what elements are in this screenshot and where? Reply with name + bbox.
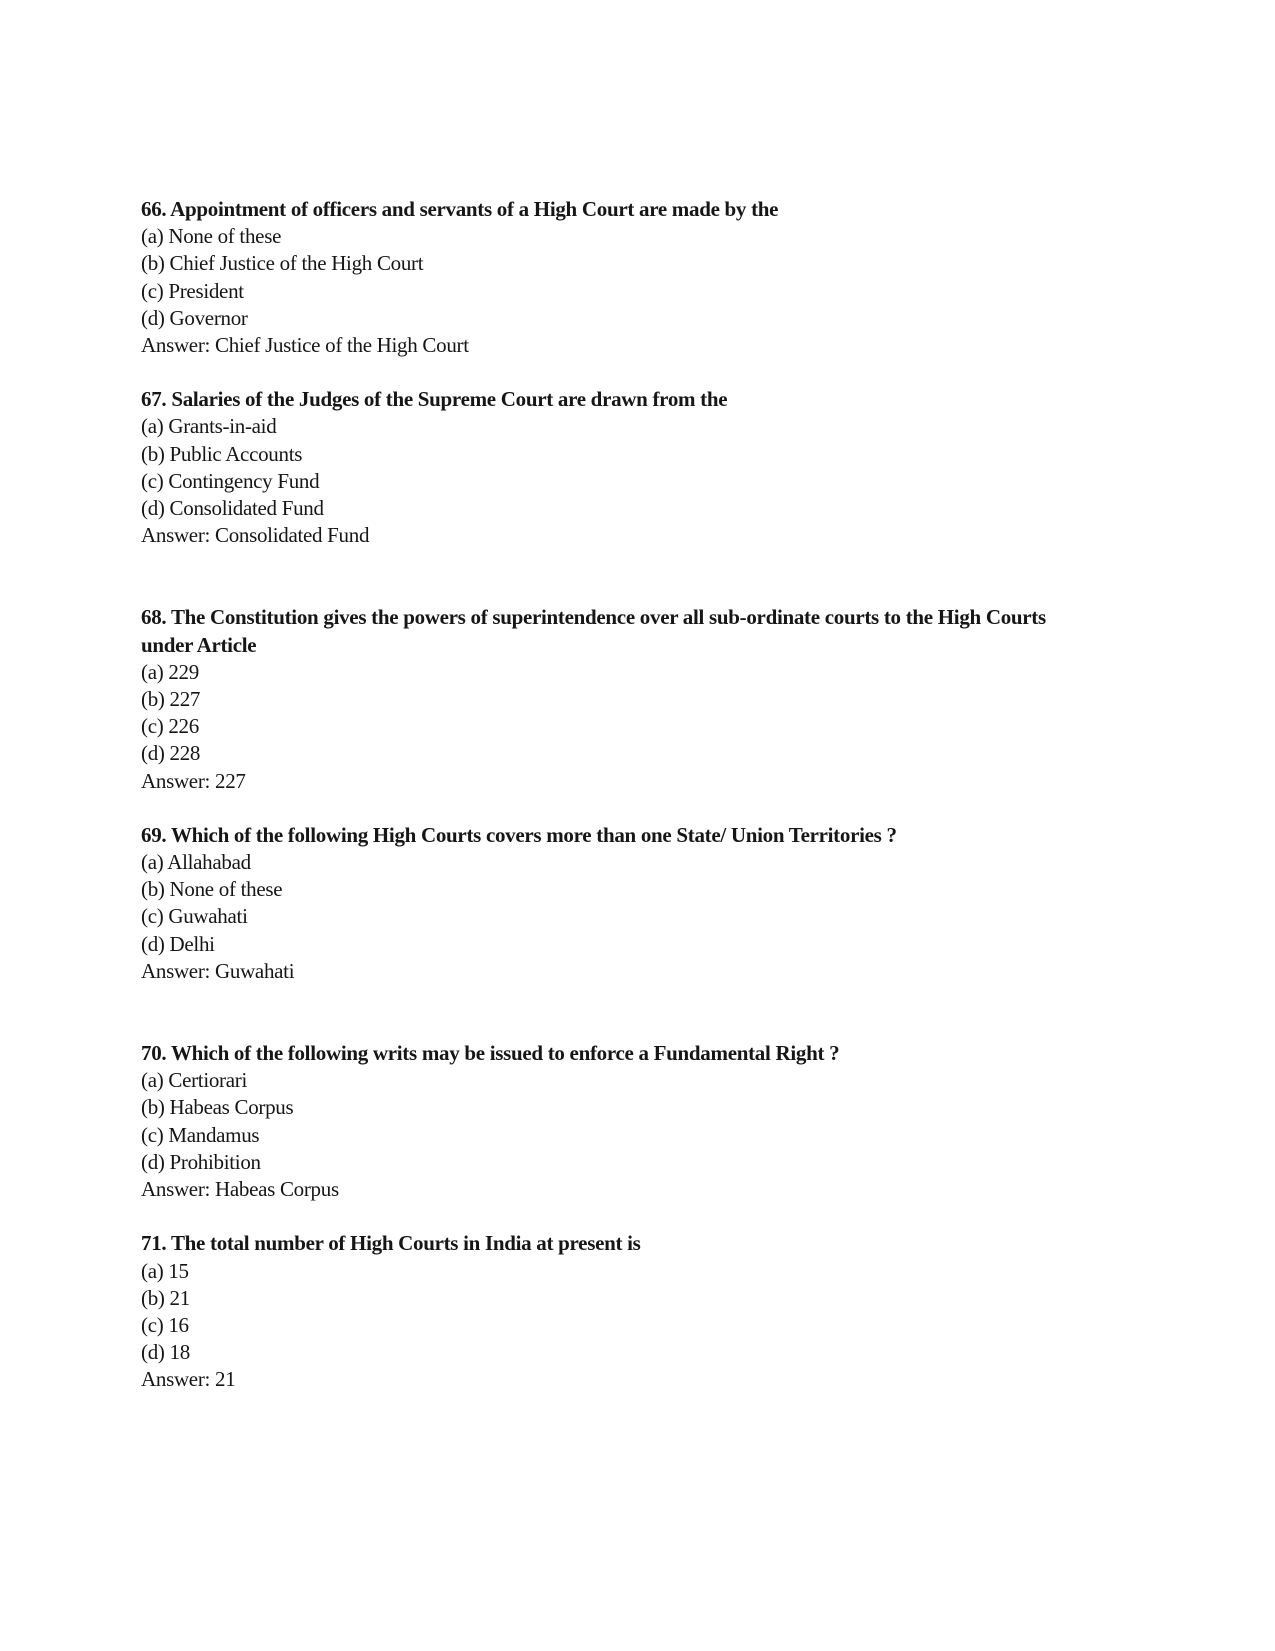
option-c: (c) Guwahati <box>141 904 248 929</box>
option-a: (a) None of these <box>141 224 282 249</box>
option-a: (a) Certiorari <box>141 1068 247 1093</box>
question-number: 67. <box>141 387 167 412</box>
question-66 <box>141 196 1046 359</box>
question-number: 70. <box>141 1041 167 1066</box>
question-71 <box>141 1230 1046 1393</box>
question-text: The Constitution gives the powers of superintendence over all sub-ordinate courts to the High Courts under Article <box>141 605 1046 657</box>
question-text: Salaries of the Judges of the Supreme Court are drawn from the <box>171 387 728 412</box>
option-b: (b) 227 <box>141 687 201 712</box>
option-b: (b) Habeas Corpus <box>141 1095 294 1120</box>
question-heading <box>141 1040 1046 1067</box>
question-number: 66. <box>141 197 167 221</box>
option-b: (b) None of these <box>141 877 283 902</box>
answer-line: Answer: Habeas Corpus <box>141 1177 339 1202</box>
option-c: (c) Mandamus <box>141 1122 260 1147</box>
option-d: (d) Consolidated Fund <box>141 496 324 521</box>
question-heading <box>141 1230 1046 1257</box>
option-b: (b) Chief Justice of the High Court <box>141 251 424 276</box>
option-a: (a) 229 <box>141 659 199 684</box>
question-heading <box>141 604 1046 658</box>
answer-line: Answer: Guwahati <box>141 958 295 983</box>
option-c: (c) 226 <box>141 714 199 739</box>
option-d: (d) Governor <box>141 305 248 330</box>
question-text: Which of the following writs may be issued to enforce a Fundamental Right ? <box>170 1041 840 1066</box>
question-69 <box>141 822 1046 985</box>
questions-column <box>141 196 1046 1394</box>
answer-line: Answer: 21 <box>141 1367 236 1392</box>
option-c: (c) Contingency Fund <box>141 468 320 493</box>
question-heading <box>141 196 1046 223</box>
question-text: The total number of High Courts in India at present is <box>170 1231 641 1256</box>
option-a: (a) 15 <box>141 1258 189 1283</box>
option-b: (b) Public Accounts <box>141 441 303 466</box>
question-heading <box>141 822 1046 849</box>
question-68 <box>141 604 1046 794</box>
option-d: (d) Delhi <box>141 931 215 956</box>
option-a: (a) Allahabad <box>141 850 251 875</box>
option-a: (a) Grants-in-aid <box>141 414 277 439</box>
question-70 <box>141 1040 1046 1203</box>
option-b: (b) 21 <box>141 1285 190 1310</box>
question-heading <box>141 386 1046 413</box>
question-number: 68. <box>141 605 167 630</box>
question-text: Appointment of officers and servants of a High Court are made by the <box>170 197 779 221</box>
answer-line: Answer: 227 <box>141 768 246 793</box>
question-text: Which of the following High Courts covers more than one State/ Union Territories ? <box>170 822 897 847</box>
question-number: 71. <box>141 1231 167 1256</box>
option-d: (d) 228 <box>141 741 201 766</box>
answer-line: Answer: Chief Justice of the High Court <box>141 333 469 358</box>
option-d: (d) 18 <box>141 1340 190 1365</box>
question-67 <box>141 386 1046 549</box>
option-c: (c) 16 <box>141 1312 189 1337</box>
answer-line: Answer: Consolidated Fund <box>141 523 370 548</box>
option-d: (d) Prohibition <box>141 1149 261 1174</box>
question-number: 69. <box>141 822 167 847</box>
option-c: (c) President <box>141 278 244 303</box>
